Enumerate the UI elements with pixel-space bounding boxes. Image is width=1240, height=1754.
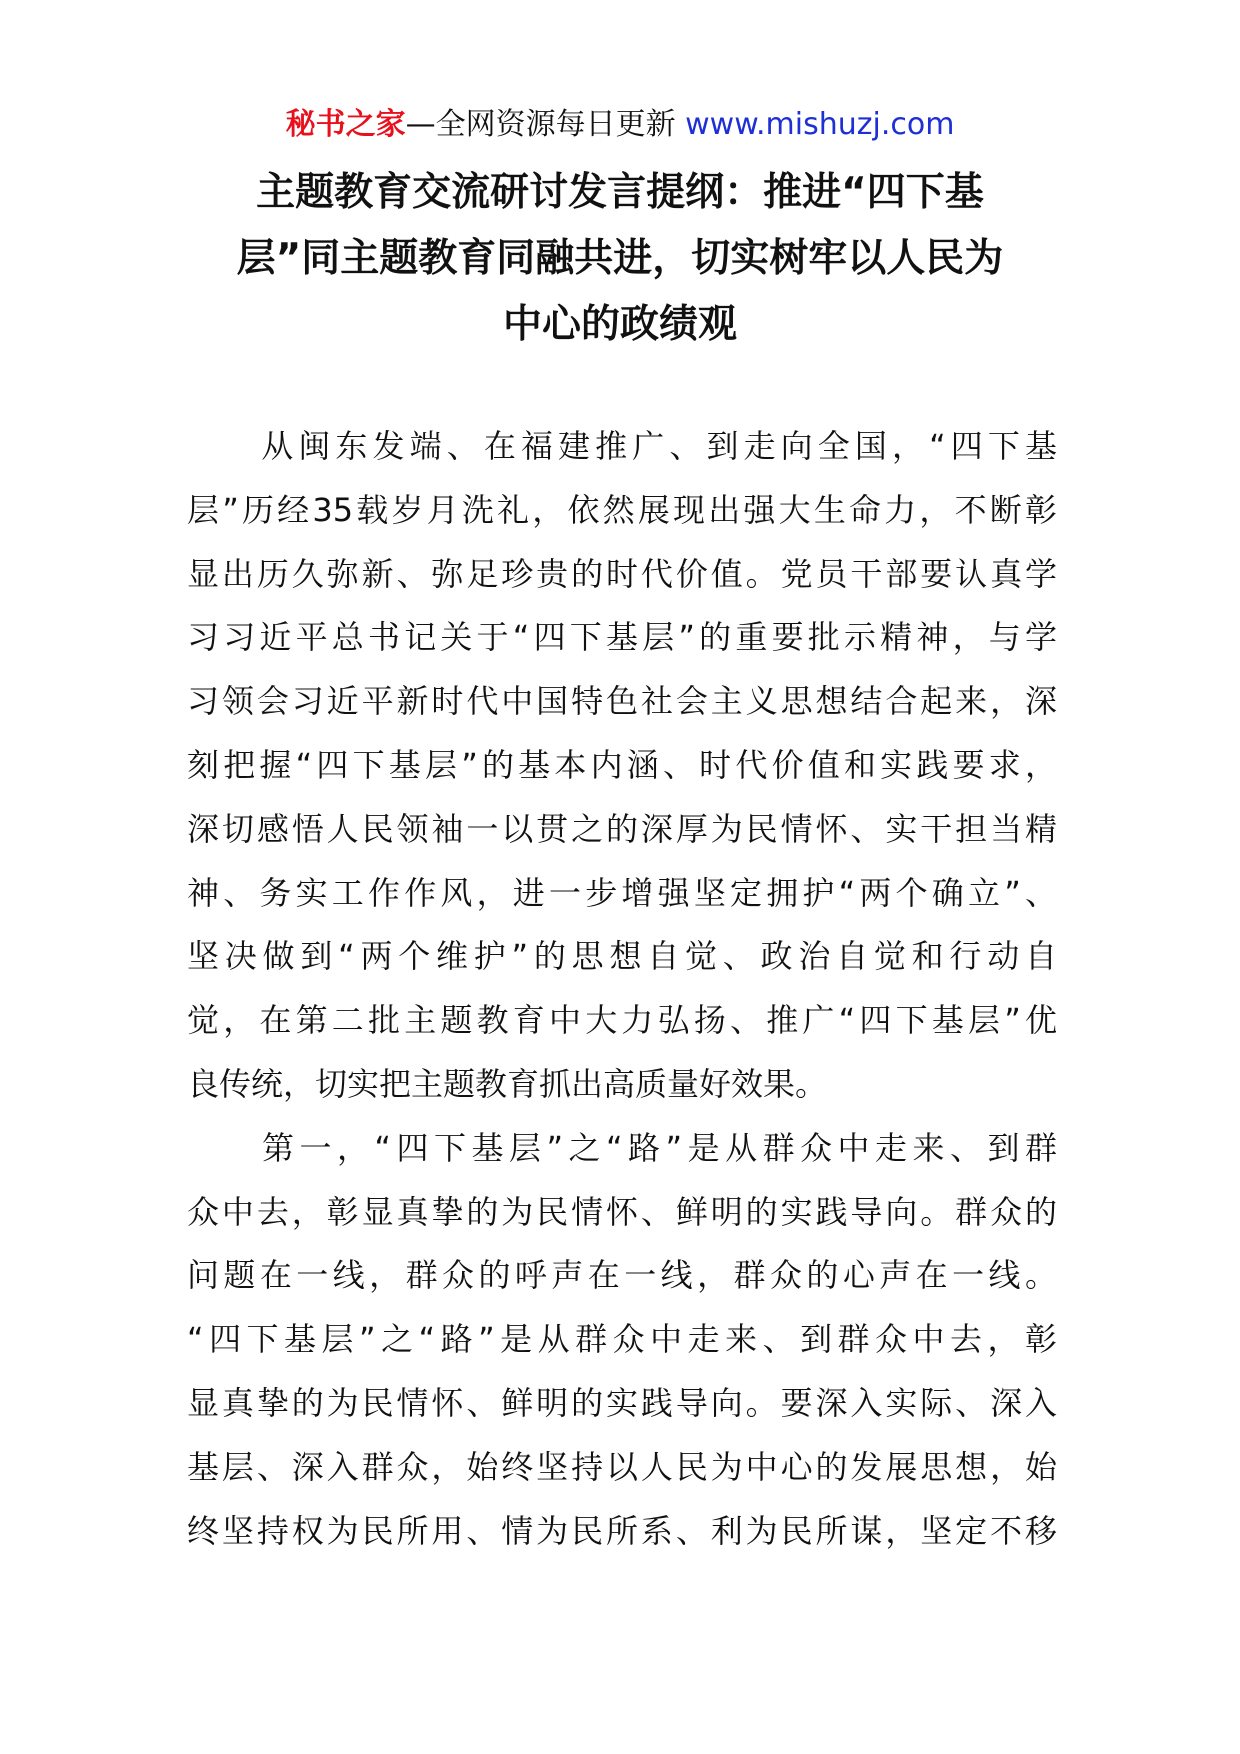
paragraph-line: 神、务实工作作风，进一步增强坚定拥护“两个确立”、 xyxy=(187,873,1057,912)
document-title xyxy=(190,160,1050,358)
site-header xyxy=(0,98,1240,152)
brand-name: 秘书之家 xyxy=(285,107,406,142)
header-tagline: —全网资源每日更新 xyxy=(405,107,686,142)
paragraph-line: 深切感悟人民领袖一以贯之的深厚为民情怀、实干担当精 xyxy=(187,809,1057,848)
paragraph-line: “四下基层”之“路”是从群众中走来、到群众中去，彰 xyxy=(187,1320,1057,1359)
paragraph-line: 显出历久弥新、弥足珍贵的时代价值。党员干部要认真学 xyxy=(187,554,1057,593)
paragraph-line: 终坚持权为民所用、情为民所系、利为民所谋，坚定不移 xyxy=(187,1511,1057,1550)
paragraph-line: 习领会习近平新时代中国特色社会主义思想结合起来，深 xyxy=(187,682,1057,721)
body-text xyxy=(187,415,1057,1563)
paragraph-line: 习习近平总书记关于“四下基层”的重要批示精神，与学 xyxy=(187,618,1057,657)
paragraph-line: 层”历经35载岁月洗礼，依然展现出强大生命力，不断彰 xyxy=(187,490,1057,529)
paragraph-line: 众中去，彰显真挚的为民情怀、鲜明的实践导向。群众的 xyxy=(187,1192,1057,1231)
paragraph-line: 觉，在第二批主题教育中大力弘扬、推广“四下基层”优 xyxy=(187,1001,1057,1040)
paragraph-line: 坚决做到“两个维护”的思想自觉、政治自觉和行动自 xyxy=(187,937,1057,976)
site-url[interactable]: www.mishuzj.com xyxy=(685,107,955,142)
title-line: 主题教育交流研讨发言提纲：推进“四下基 xyxy=(256,170,984,215)
paragraph-line: 问题在一线，群众的呼声在一线，群众的心声在一线。 xyxy=(187,1256,1057,1295)
paragraph-line: 从闽东发端、在福建推广、到走向全国，“四下基 xyxy=(187,427,1057,465)
paragraph-line: 良传统，切实把主题教育抓出高质量好效果。 xyxy=(187,1064,828,1103)
paragraph-line: 刻把握“四下基层”的基本内涵、时代价值和实践要求， xyxy=(187,745,1057,784)
paragraph-line: 第一，“四下基层”之“路”是从群众中走来、到群 xyxy=(187,1128,1057,1167)
paragraph-line: 显真挚的为民情怀、鲜明的实践导向。要深入实际、深入 xyxy=(187,1383,1057,1422)
paragraph-line: 基层、深入群众，始终坚持以人民为中心的发展思想，始 xyxy=(187,1447,1057,1486)
title-line: 中心的政绩观 xyxy=(502,302,737,347)
title-line: 层”同主题教育同融共进，切实树牢以人民为 xyxy=(236,236,1004,281)
